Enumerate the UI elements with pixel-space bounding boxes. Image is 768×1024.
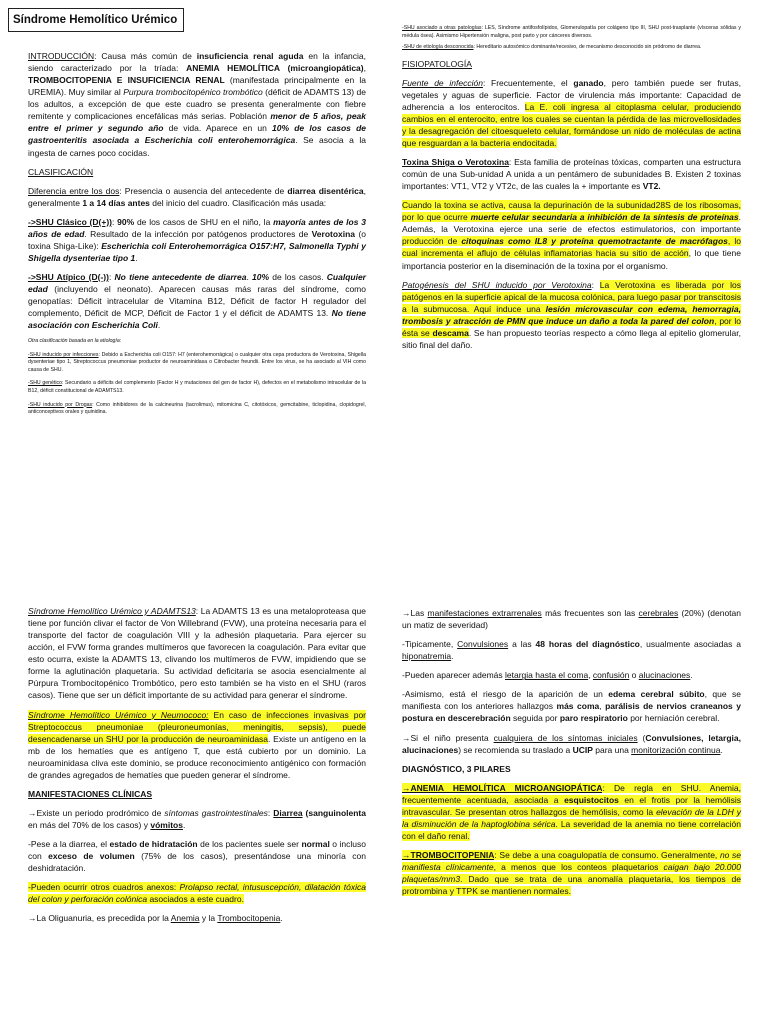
text-run: o bbox=[629, 670, 639, 681]
text-run: La E. coli ingresa al citoplasma celular, produciendo cambios en el enterocito, entre los cuales se cuentan la pérdida de las microvellosidades y la desagregación del citoesqueleto celular, formándose un nido de moléculas de actina que resguardan a la bacteria endocitada. bbox=[402, 101, 741, 148]
text-run: : LES, Síndrome antifosfolípidos, Glomerulopatía por colágeno tipo III, SHU post-trasplante (vísceras sólidas y médula ósea). Asimismo Hipertensión maligna, post parto y por cánceres diversos. bbox=[402, 25, 741, 39]
text-run: vómitos bbox=[150, 820, 183, 830]
paragraph bbox=[28, 838, 366, 874]
paragraph bbox=[402, 669, 741, 681]
text-run: cualquiera de los síntomas iniciales bbox=[493, 732, 638, 743]
text-run: : bbox=[591, 279, 600, 290]
text-run: del inicio del cuadro. Clasificación más usada: bbox=[149, 197, 327, 208]
text-run: -SHU de etiología desconocida bbox=[402, 44, 474, 51]
text-run: 10% de los casos de gastroenteritis asociada a Escherichia coli enterohemorrágica bbox=[28, 123, 366, 146]
text-run: 90% bbox=[117, 216, 135, 227]
paragraph bbox=[402, 44, 741, 52]
text-run: . La severidad de la anemia no tiene correlación con el daño renal. bbox=[402, 818, 742, 841]
paragraph bbox=[402, 279, 741, 351]
text-run: mayoría antes de los 3 años de edad bbox=[28, 216, 366, 239]
paragraph bbox=[402, 849, 741, 897]
text-run: Trombocitopenia bbox=[217, 913, 281, 924]
text-run: parálisis de nervios craneanos y postura en descerebración bbox=[402, 701, 741, 724]
text-run: , que se manifiesta con los anteriores hallazgos bbox=[402, 689, 741, 712]
text-run: : bbox=[108, 272, 115, 282]
text-run: estado de hidratación bbox=[109, 839, 198, 850]
text-run: caigan bajo 20.000 plaquetas/mm3 bbox=[402, 862, 741, 885]
text-run: DIAGNÓSTICO, 3 PILARES bbox=[402, 763, 511, 774]
text-run: , bbox=[599, 701, 606, 712]
text-run: ( bbox=[637, 732, 646, 743]
text-run: exceso de volumen bbox=[48, 851, 135, 862]
text-run: menor de 5 años, peak entre el primer y segundo año bbox=[28, 111, 366, 134]
text-run: seguida por bbox=[510, 713, 560, 724]
text-run: . bbox=[738, 212, 741, 223]
text-run: : De regla en SHU. Anemia, frecuentemente acentuada, asociada a bbox=[402, 782, 741, 805]
text-run: ) se recomienda su traslado a bbox=[458, 744, 573, 755]
text-run: TROMBOCITOPENIA E INSUFICIENCIA RENAL bbox=[28, 75, 225, 86]
text-run: Convulsiones, letargia, alucinaciones bbox=[402, 732, 741, 755]
section-heading bbox=[28, 166, 366, 178]
paragraph bbox=[28, 50, 366, 159]
text-run: , bbox=[588, 670, 593, 681]
text-run: , usualmente asociadas a bbox=[639, 639, 741, 650]
text-run: Cualquier edad bbox=[28, 272, 366, 295]
text-run: Fuente de infección bbox=[402, 77, 483, 88]
text-run: insuficiencia renal aguda bbox=[196, 51, 304, 61]
text-run: Prolapso rectal, intususcepción, dilatación tóxica del colon y perforación colónica bbox=[28, 882, 366, 905]
paragraph bbox=[402, 607, 741, 631]
text-run: . bbox=[690, 670, 693, 681]
text-run: -SHU inducido por Drogas bbox=[28, 401, 93, 408]
text-run: producción de bbox=[402, 236, 462, 247]
text-run: Escherichia coli Enterohemorrágica O157:H7, Salmonella Typhi y Shigella dysenteriae tipo 1 bbox=[28, 240, 366, 263]
text-run: : Causa más común de bbox=[94, 51, 197, 61]
text-run: de los casos de SHU en el niño, la bbox=[134, 216, 274, 227]
text-run: ANEMIA HEMOLÍTICA (microangiopática) bbox=[186, 63, 364, 74]
text-run: Además, la Verotoxina ejerce una serie de efectos estimulatorios, con importante bbox=[402, 224, 741, 235]
text-run: diarrea disentérica bbox=[287, 185, 364, 196]
paragraph bbox=[28, 881, 366, 905]
section-heading bbox=[28, 788, 366, 800]
text-run: -SHU genético bbox=[28, 380, 62, 387]
text-run: UCIP bbox=[572, 744, 593, 755]
page1-left-column bbox=[28, 50, 366, 423]
paragraph bbox=[28, 271, 366, 331]
text-run: : Como inhibidores de la calcineurina (tacrolimus), mitomicina C, citotóxicos, gemcitabine, ticlopidina, clopidogrel, anticonceptivos orales y quinidina. bbox=[28, 401, 366, 416]
text-run: CLASIFICACIÓN bbox=[28, 166, 94, 177]
text-run: , pero también puede ser frutas, vegetales y aguas de superficie. Factor de virulencia más importante: Capacidad de adherencia a los enterocitos. bbox=[402, 77, 741, 112]
text-run: (20%) (denotan un matiz de severidad) bbox=[402, 608, 741, 631]
document-title: Síndrome Hemolítico Urémico bbox=[8, 8, 184, 32]
text-run: : Secundario a déficits del complemento (Factor H y mutaciones del gen de factor H), defectos en el metabolismo intracelular de la B12, déficit constitucional de ADAMTS13. bbox=[28, 380, 366, 394]
text-run: más frecuentes son las bbox=[541, 608, 639, 618]
text-run: : Frecuentemente, el bbox=[482, 77, 574, 88]
text-run: VT2. bbox=[642, 181, 661, 192]
page2-left-column bbox=[28, 605, 366, 931]
text-run: por herniación cerebral. bbox=[627, 713, 720, 724]
text-run: normal bbox=[301, 839, 330, 850]
text-run: →Si el niño presenta bbox=[402, 732, 494, 743]
text-run: edema cerebral súbito bbox=[608, 689, 705, 700]
text-run: o incluso con bbox=[28, 839, 366, 862]
text-run: : Hereditario autosómico dominante/recesivo, de mecanismo desconocido sin pródromo de diarrea. bbox=[473, 44, 702, 51]
text-run: descama bbox=[432, 327, 469, 338]
paragraph bbox=[402, 732, 741, 756]
text-run: citoquinas como IL8 y proteína quemotractante de macrófagos bbox=[461, 236, 728, 247]
text-run: Toxina Shiga o Verotoxina bbox=[402, 157, 509, 168]
paragraph bbox=[28, 605, 366, 702]
text-run: ganado bbox=[573, 77, 604, 88]
text-run: : Esta familia de proteínas tóxicas, comparten una estructura común de una Sub-unidad A unida a un pentámero de subunidades B. Existen 2 toxinas importantes: VT1, VT2 y VT2c, de las cuales la + importante es bbox=[402, 157, 742, 192]
text-run: manifestaciones extrarrenales bbox=[427, 608, 542, 618]
text-run: confusión bbox=[592, 670, 630, 681]
text-run: →Las bbox=[402, 608, 428, 618]
paragraph bbox=[28, 912, 366, 924]
text-run: elevación de la LDH y la disminución de la haptoglobina sérica bbox=[402, 806, 741, 829]
text-run: : bbox=[111, 216, 118, 227]
text-run: asociados a este cuadro. bbox=[147, 894, 244, 905]
text-run: más coma bbox=[556, 701, 600, 712]
text-run: y la bbox=[199, 913, 218, 924]
text-run: ->SHU Atípico (D(-)) bbox=[28, 272, 109, 282]
paragraph bbox=[28, 380, 366, 395]
text-run: paro respiratorio bbox=[559, 713, 628, 724]
paragraph bbox=[28, 402, 366, 417]
text-run: de los pacientes suele ser bbox=[197, 839, 302, 850]
text-run: Diferencia entre los dos bbox=[28, 185, 120, 196]
text-run: INTRODUCCIÓN bbox=[28, 51, 95, 61]
text-run: MANIFESTACIONES CLÍNICAS bbox=[28, 788, 153, 799]
text-run: . bbox=[451, 651, 454, 662]
text-run: a las bbox=[508, 639, 536, 650]
text-run: No tiene asociación con Escherichia Coli bbox=[28, 308, 367, 331]
text-run: FISIOPATOLOGÍA bbox=[402, 58, 472, 69]
text-run: : Debido a Escherichia coli O157: H7 (enterohemorrágica) o cualquier otra cepa productora de Verotoxina, Shigella dysenteriae tipo 1, Streptococcus pneumoniae productor de neuroaminidasa o Citrobacter freundii. Entre los virus, se ha asociado al VIH como causa de SHU. bbox=[28, 351, 366, 373]
text-run: Otra clasificación basada en la etiología: bbox=[28, 338, 122, 345]
text-run: para una bbox=[592, 744, 632, 755]
text-run: , generalmente bbox=[28, 185, 366, 208]
text-run: -Pueden ocurrir otros cuadros anexos: bbox=[28, 882, 180, 893]
paragraph bbox=[28, 807, 366, 831]
text-run: : bbox=[267, 807, 274, 818]
text-run: 1 a 14 días antes bbox=[82, 197, 150, 208]
text-run: síntomas gastrointestinales bbox=[164, 807, 268, 818]
paragraph bbox=[28, 216, 366, 264]
text-run: -SHU inducido por infecciones bbox=[28, 351, 99, 358]
text-run: -Pese a la diarrea, el bbox=[28, 839, 110, 850]
text-run: La Verotoxina es liberada por los patógenos en la superficie apical de la mucosa colónica, para luego pasar por transcitosis a la submucosa. Aquí induce una bbox=[402, 279, 741, 314]
text-run: : Presencia o ausencia del antecedente de bbox=[119, 185, 288, 196]
text-run: (o toxina Shiga-Like): bbox=[28, 228, 367, 251]
text-run: 48 horas del diagnóstico bbox=[535, 639, 640, 650]
text-run: -Pueden aparecer además bbox=[402, 670, 506, 681]
paragraph bbox=[402, 782, 741, 842]
text-run: , por lo ésta se bbox=[402, 315, 741, 338]
text-run: , a menos que los conteos plaquetarios bbox=[493, 862, 664, 873]
text-run: Patogénesis del SHU inducido por Verotoxina bbox=[402, 279, 592, 290]
paragraph bbox=[402, 199, 741, 271]
text-run: letargia hasta el coma bbox=[505, 670, 589, 681]
text-run: →TROMBOCITOPENIA bbox=[402, 850, 495, 860]
text-run: en más del 70% de los casos) y bbox=[28, 820, 151, 830]
page1-right-column bbox=[402, 25, 741, 358]
text-run: Verotoxina bbox=[311, 228, 356, 239]
text-run: , lo cual incrementa el aflujo de células inflamatorias hacia su sitio de acción bbox=[402, 236, 742, 259]
paragraph bbox=[28, 709, 366, 781]
text-run: →La Oliguanuria, es precedida por la bbox=[28, 913, 171, 924]
text-run: Convulsiones bbox=[457, 639, 509, 650]
text-run: esquistocitos bbox=[564, 794, 619, 805]
text-run: . bbox=[182, 820, 186, 830]
text-run: →ANEMIA HEMOLÍTICA MICROANGIOPÁTICA bbox=[402, 782, 603, 793]
text-run: muerte celular secundaria a inhibición de la síntesis de proteínas bbox=[470, 212, 739, 223]
text-run: (75% de los casos), presentándose una minoría con deshidratación. bbox=[28, 851, 366, 874]
text-run: . Se asocia a la ingesta de carnes poco cocidas. bbox=[28, 135, 366, 158]
text-run: no se manifiesta clínicamente bbox=[402, 850, 742, 873]
text-run: . Resultado de la infección por patógenos productores de bbox=[84, 228, 312, 239]
text-run: . bbox=[135, 252, 138, 263]
text-run: . bbox=[280, 913, 283, 924]
text-run: alucinaciones bbox=[638, 670, 691, 681]
text-run: de los casos. bbox=[269, 272, 327, 282]
text-run: . Se han propuesto teorías respecto a cómo llega al epitelio glomerular, sitio final del daño. bbox=[402, 327, 741, 350]
paragraph bbox=[402, 156, 741, 192]
paragraph bbox=[28, 338, 366, 346]
text-run: . Existe un antígeno en la mb de los hematíes que es antígeno T, que está cubierto por un dominio. La neuroaminidasa cliva este dominio, se produce reconocimiento antigénico con formación de grandes agregados de hematíes que pueden generar el síndrome. bbox=[28, 733, 366, 780]
text-run: Purpura trombocitopénico trombótico bbox=[123, 87, 263, 98]
text-run: Síndrome Hemolítico Urémico y ADAMTS13 bbox=[28, 606, 196, 616]
paragraph bbox=[402, 688, 741, 724]
page2-right-column bbox=[402, 607, 741, 904]
text-run: . Dado que se trata de una anomalía plaquetaria, los tiempos de protrombina y TTPK se mantienen normales. bbox=[402, 874, 741, 897]
text-run: monitorización continua bbox=[631, 744, 721, 755]
text-run: No tiene antecedente de diarrea bbox=[114, 272, 247, 282]
paragraph bbox=[402, 638, 741, 662]
text-run: hiponatremia bbox=[402, 651, 452, 662]
paragraph bbox=[402, 77, 741, 149]
text-run: →Existe un periodo prodrómico de bbox=[28, 807, 165, 818]
text-run: en el frotis por la hemólisis intravascular. Se presentan otros hallazgos de hemólisis, como la bbox=[402, 794, 741, 817]
text-run: : Se debe a una coagulopatía de consumo. Generalmente, bbox=[494, 850, 720, 860]
text-run: (incluyendo el neonato). Aparecen causas más raras del síndrome, como genopatías: Déficit intracelular de Vitamina B12, Déficit de factor H regulador del complemento, Déficit de MCP, Déficit de Factor 1 y el déficit de ADAMTS 13. bbox=[28, 284, 366, 319]
text-run: -Asimismo, está el riesgo de la aparición de un bbox=[402, 689, 609, 700]
text-run: , lo que tiene importancia posterior en la diseminación de la toxina por el organismo. bbox=[402, 248, 741, 271]
text-run: ->SHU Clásico (D(+)) bbox=[28, 216, 112, 227]
text-run: (déficit de ADAMTS 13) de los adultos, a excepción de que este cuadro se presenta generalmente con fiebre remitente y complicaciones encefálicas más serias. Población bbox=[28, 87, 366, 122]
text-run: (manifestada principalmente en la UREMIA). Muy similar al bbox=[28, 75, 367, 98]
text-run: Anemia bbox=[170, 913, 200, 924]
text-run: 10% bbox=[252, 272, 270, 282]
text-run: -Tipicamente, bbox=[402, 639, 458, 650]
paragraph bbox=[28, 185, 366, 209]
text-run: Diarrea bbox=[273, 807, 303, 818]
text-run: . bbox=[157, 320, 161, 331]
text-run: cerebrales bbox=[638, 608, 679, 618]
text-run: Síndrome Hemolítico Urémico y Neumococo: bbox=[28, 709, 209, 720]
section-heading bbox=[402, 763, 741, 775]
section-heading bbox=[402, 58, 741, 70]
text-run: en la infancia, siendo caracterizado por la tríada: bbox=[28, 51, 367, 74]
text-run: -SHU asociado a otras patologías bbox=[402, 25, 482, 31]
text-run: lesión microvascular con edema, hemorragia, trombosis y atracción de PMN que induce un daño a toda la pared del colon bbox=[402, 303, 741, 326]
text-run: (sanguinolenta bbox=[305, 807, 366, 818]
text-run: Cuando la toxina se activa, causa la depurinación de la subunidad28S de los ribosomas, por lo que ocurre bbox=[402, 200, 741, 223]
text-run: En caso de infecciones invasivas por Streptococcus pneumoniae (pleuroneumonías, meningitis, sepsis), puede desencadenarse un SHU por la producción de neuroaminidasa bbox=[28, 709, 367, 744]
text-run: . bbox=[720, 744, 723, 755]
paragraph bbox=[402, 25, 741, 40]
text-run: , bbox=[363, 63, 366, 74]
text-run: de vida. Aparece en un bbox=[163, 123, 273, 134]
paragraph bbox=[28, 352, 366, 375]
text-run: : La ADAMTS 13 es una metaloproteasa que tiene por función clivar el factor de Von Willebrand (FVW), una proteína necesaria para el transporte del factor de coagulación VIII y la adhesión plaquetaria. Para ejercer su acción, el FVW forma grandes multímeros que favorecen la coagulación. Para evitar que esto ocurra, existe la ADAMTS 13, clivando los multímeros de FVW, impidiendo que se forme la aglutinación plaquetaria. Su actividad deficitaria se asocia esencialmente al Púrpura Trombocitopénico Trombótico, pero esto también se ha visto en el SHU (raros casos). Tiene que ser un déficit importante de su actividad para generar el síndrome. bbox=[28, 606, 366, 701]
text-run: . bbox=[246, 272, 253, 282]
